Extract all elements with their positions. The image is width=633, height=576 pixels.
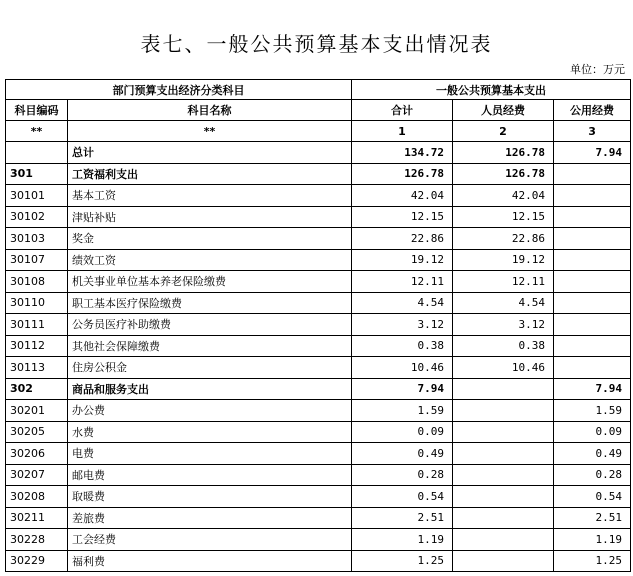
row-code: 30207 (6, 464, 68, 486)
row-code: 30208 (6, 486, 68, 508)
header-personnel: 人员经费 (453, 100, 554, 121)
row-code (6, 142, 68, 164)
row-total: 134.72 (352, 142, 453, 164)
row-public: 1.25 (554, 550, 631, 572)
row-public: 1.19 (554, 529, 631, 551)
table-row (6, 163, 631, 185)
header-name: 科目名称 (68, 100, 352, 121)
row-public (554, 357, 631, 379)
row-total: 10.46 (352, 357, 453, 379)
header-index-total: 1 (352, 121, 453, 142)
row-total: 126.78 (352, 163, 453, 185)
row-name: 公务员医疗补助缴费 (68, 314, 352, 336)
row-code: 30102 (6, 206, 68, 228)
table-row (6, 464, 631, 486)
row-code: 30211 (6, 507, 68, 529)
table-row (6, 271, 631, 293)
row-personnel (453, 486, 554, 508)
row-name: 工会经费 (68, 529, 352, 551)
row-public (554, 271, 631, 293)
row-public: 0.54 (554, 486, 631, 508)
row-personnel (453, 400, 554, 422)
row-name: 福利费 (68, 550, 352, 572)
row-name: 电费 (68, 443, 352, 465)
row-code: 301 (6, 163, 68, 185)
row-personnel: 0.38 (453, 335, 554, 357)
header-index-public: 3 (554, 121, 631, 142)
row-code: 302 (6, 378, 68, 400)
row-name: 奖金 (68, 228, 352, 250)
row-name: 津贴补贴 (68, 206, 352, 228)
row-total: 12.15 (352, 206, 453, 228)
row-total: 1.25 (352, 550, 453, 572)
table-row (6, 421, 631, 443)
row-public (554, 335, 631, 357)
table-row (6, 486, 631, 508)
row-total: 0.38 (352, 335, 453, 357)
row-public (554, 163, 631, 185)
row-code: 30229 (6, 550, 68, 572)
row-code: 30112 (6, 335, 68, 357)
header-total: 合计 (352, 100, 453, 121)
row-total: 0.09 (352, 421, 453, 443)
row-total: 12.11 (352, 271, 453, 293)
row-personnel: 126.78 (453, 142, 554, 164)
row-public (554, 314, 631, 336)
row-name: 基本工资 (68, 185, 352, 207)
row-code: 30228 (6, 529, 68, 551)
row-name: 水费 (68, 421, 352, 443)
row-code: 30206 (6, 443, 68, 465)
row-code: 30205 (6, 421, 68, 443)
row-personnel (453, 550, 554, 572)
row-total: 1.59 (352, 400, 453, 422)
row-code: 30107 (6, 249, 68, 271)
row-personnel: 19.12 (453, 249, 554, 271)
header-group-row (6, 80, 631, 100)
row-personnel: 10.46 (453, 357, 554, 379)
row-public: 2.51 (554, 507, 631, 529)
row-code: 30110 (6, 292, 68, 314)
table-body (6, 80, 631, 572)
row-personnel (453, 421, 554, 443)
row-personnel (453, 464, 554, 486)
table-row (6, 185, 631, 207)
table-row (6, 357, 631, 379)
row-name: 其他社会保障缴费 (68, 335, 352, 357)
row-personnel (453, 529, 554, 551)
row-total: 42.04 (352, 185, 453, 207)
row-public: 0.49 (554, 443, 631, 465)
table-row (6, 378, 631, 400)
header-name-mark: ** (68, 121, 352, 142)
row-total: 0.54 (352, 486, 453, 508)
row-code: 30113 (6, 357, 68, 379)
row-code: 30103 (6, 228, 68, 250)
table-row (6, 550, 631, 572)
row-code: 30108 (6, 271, 68, 293)
row-total: 19.12 (352, 249, 453, 271)
row-total: 0.28 (352, 464, 453, 486)
row-personnel (453, 443, 554, 465)
row-public: 7.94 (554, 378, 631, 400)
row-name: 取暖费 (68, 486, 352, 508)
row-personnel: 126.78 (453, 163, 554, 185)
table-row (6, 142, 631, 164)
row-total: 7.94 (352, 378, 453, 400)
row-total: 22.86 (352, 228, 453, 250)
budget-table (5, 79, 631, 572)
table-row (6, 314, 631, 336)
row-code: 30101 (6, 185, 68, 207)
row-personnel: 12.11 (453, 271, 554, 293)
row-personnel: 3.12 (453, 314, 554, 336)
row-personnel (453, 507, 554, 529)
header-index-personnel: 2 (453, 121, 554, 142)
row-total: 1.19 (352, 529, 453, 551)
table-row (6, 529, 631, 551)
table-row (6, 335, 631, 357)
row-public (554, 228, 631, 250)
row-total: 3.12 (352, 314, 453, 336)
row-total: 0.49 (352, 443, 453, 465)
row-name: 邮电费 (68, 464, 352, 486)
row-public: 0.09 (554, 421, 631, 443)
header-code: 科目编码 (6, 100, 68, 121)
row-public (554, 292, 631, 314)
header-public: 公用经费 (554, 100, 631, 121)
row-name: 机关事业单位基本养老保险缴费 (68, 271, 352, 293)
unit-label: 单位：万元 (570, 63, 625, 76)
row-public (554, 206, 631, 228)
row-name: 商品和服务支出 (68, 378, 352, 400)
row-name: 差旅费 (68, 507, 352, 529)
row-name: 总计 (68, 142, 352, 164)
row-public: 0.28 (554, 464, 631, 486)
row-name: 职工基本医疗保险缴费 (68, 292, 352, 314)
row-total: 2.51 (352, 507, 453, 529)
row-personnel: 4.54 (453, 292, 554, 314)
table-row (6, 249, 631, 271)
row-personnel (453, 378, 554, 400)
table-row (6, 443, 631, 465)
header-index-row (6, 121, 631, 142)
table-row (6, 400, 631, 422)
row-name: 工资福利支出 (68, 163, 352, 185)
row-name: 绩效工资 (68, 249, 352, 271)
row-code: 30111 (6, 314, 68, 336)
table-row (6, 206, 631, 228)
row-total: 4.54 (352, 292, 453, 314)
table-row (6, 507, 631, 529)
row-name: 办公费 (68, 400, 352, 422)
row-personnel: 12.15 (453, 206, 554, 228)
page-title: 表七、一般公共预算基本支出情况表 (140, 32, 493, 56)
row-name: 住房公积金 (68, 357, 352, 379)
table-row (6, 228, 631, 250)
header-column-row (6, 100, 631, 121)
row-public: 1.59 (554, 400, 631, 422)
table-row (6, 292, 631, 314)
row-code: 30201 (6, 400, 68, 422)
header-code-mark: ** (6, 121, 68, 142)
row-public (554, 185, 631, 207)
row-personnel: 22.86 (453, 228, 554, 250)
row-public: 7.94 (554, 142, 631, 164)
row-personnel: 42.04 (453, 185, 554, 207)
row-public (554, 249, 631, 271)
header-group-right: 一般公共预算基本支出 (352, 80, 631, 100)
header-group-left: 部门预算支出经济分类科目 (6, 80, 352, 100)
